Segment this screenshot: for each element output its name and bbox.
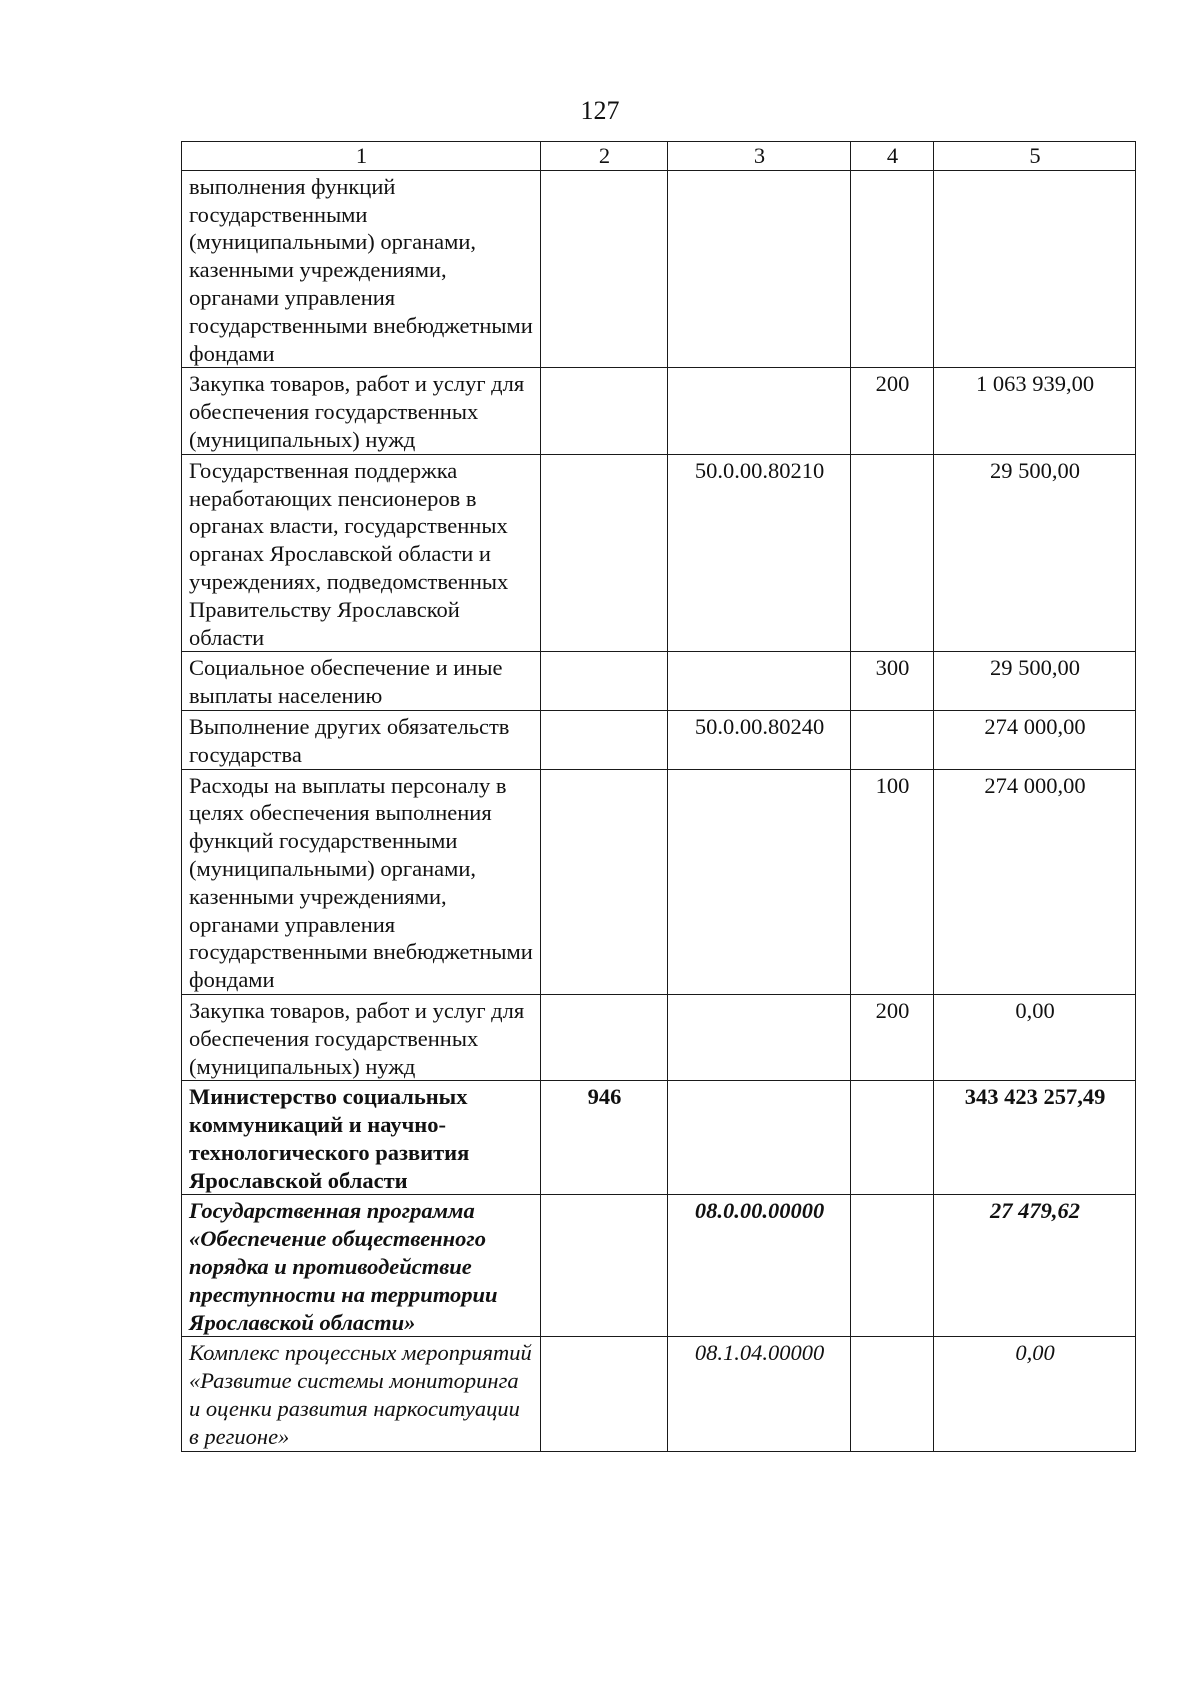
column-header-1: 1 [182, 142, 541, 171]
row-target-cell [668, 769, 851, 994]
row-ministry-cell [541, 454, 668, 652]
row-expense-cell: 300 [851, 652, 934, 711]
row-amount-cell: 1 063 939,00 [934, 368, 1136, 454]
row-ministry-cell [541, 652, 668, 711]
row-amount-cell: 27 479,62 [934, 1195, 1136, 1337]
page-number: 127 [580, 96, 620, 125]
table-row [182, 710, 1136, 769]
row-ministry-cell [541, 769, 668, 994]
row-expense-cell [851, 170, 934, 368]
budget-table [181, 141, 1136, 1452]
row-amount-cell: 0,00 [934, 1337, 1136, 1451]
row-target-cell: 08.1.04.00000 [668, 1337, 851, 1451]
table-row-program [182, 1195, 1136, 1337]
row-target-cell [668, 368, 851, 454]
row-ministry-cell [541, 1195, 668, 1337]
row-ministry-cell [541, 368, 668, 454]
row-ministry-cell [541, 170, 668, 368]
row-expense-cell [851, 1337, 934, 1451]
row-amount-cell: 274 000,00 [934, 769, 1136, 994]
column-header-2: 2 [541, 142, 668, 171]
column-header-5: 5 [934, 142, 1136, 171]
row-amount-cell [934, 170, 1136, 368]
column-header-3: 3 [668, 142, 851, 171]
row-expense-cell [851, 710, 934, 769]
row-expense-cell: 200 [851, 368, 934, 454]
row-target-cell: 08.0.00.00000 [668, 1195, 851, 1337]
table-row [182, 368, 1136, 454]
row-target-cell [668, 170, 851, 368]
row-amount-cell: 274 000,00 [934, 710, 1136, 769]
row-expense-cell: 100 [851, 769, 934, 994]
row-ministry-cell [541, 994, 668, 1080]
column-header-4: 4 [851, 142, 934, 171]
row-expense-cell [851, 1081, 934, 1195]
row-name-cell: Закупка товаров, работ и услуг для обеспечения государственных (муниципальных) нужд [182, 368, 541, 454]
row-expense-cell [851, 454, 934, 652]
row-expense-cell: 200 [851, 994, 934, 1080]
table-row [182, 454, 1136, 652]
row-name-cell: Государственная поддержка неработающих пенсионеров в органах власти, государственных органах Ярославской области и учреждениях, подведомственных Правительству Ярославской области [182, 454, 541, 652]
row-ministry-cell [541, 710, 668, 769]
row-amount-cell: 29 500,00 [934, 454, 1136, 652]
row-name-cell: Закупка товаров, работ и услуг для обеспечения государственных (муниципальных) нужд [182, 994, 541, 1080]
table-row-ministry [182, 1081, 1136, 1195]
row-target-cell: 50.0.00.80210 [668, 454, 851, 652]
row-amount-cell: 29 500,00 [934, 652, 1136, 711]
table-row [182, 652, 1136, 711]
row-amount-cell: 343 423 257,49 [934, 1081, 1136, 1195]
row-name-cell: Расходы на выплаты персоналу в целях обеспечения выполнения функций государственными (муниципальными) органами, казенными учреждениями, органами управления государственными внебюджетными фондами [182, 769, 541, 994]
row-target-cell [668, 994, 851, 1080]
row-target-cell [668, 652, 851, 711]
table-row [182, 769, 1136, 994]
row-name-cell: Государственная программа «Обеспечение общественного порядка и противодействие преступности на территории Ярославской области» [182, 1195, 541, 1337]
row-ministry-cell: 946 [541, 1081, 668, 1195]
row-name-cell: выполнения функций государственными (муниципальными) органами, казенными учреждениями, органами управления государственными внебюджетными фондами [182, 170, 541, 368]
row-name-cell: Комплекс процессных мероприятий «Развитие системы мониторинга и оценки развития наркоситуации в регионе» [182, 1337, 541, 1451]
row-name-cell: Социальное обеспечение и иные выплаты населению [182, 652, 541, 711]
table-body [182, 170, 1136, 1451]
header-row [182, 142, 1136, 171]
table-row [182, 994, 1136, 1080]
row-target-cell [668, 1081, 851, 1195]
table-row-subprogram [182, 1337, 1136, 1451]
row-expense-cell [851, 1195, 934, 1337]
row-name-cell: Выполнение других обязательств государства [182, 710, 541, 769]
row-amount-cell: 0,00 [934, 994, 1136, 1080]
row-ministry-cell [541, 1337, 668, 1451]
table-row [182, 170, 1136, 368]
row-target-cell: 50.0.00.80240 [668, 710, 851, 769]
row-name-cell: Министерство социальных коммуникаций и научно-технологического развития Ярославской области [182, 1081, 541, 1195]
